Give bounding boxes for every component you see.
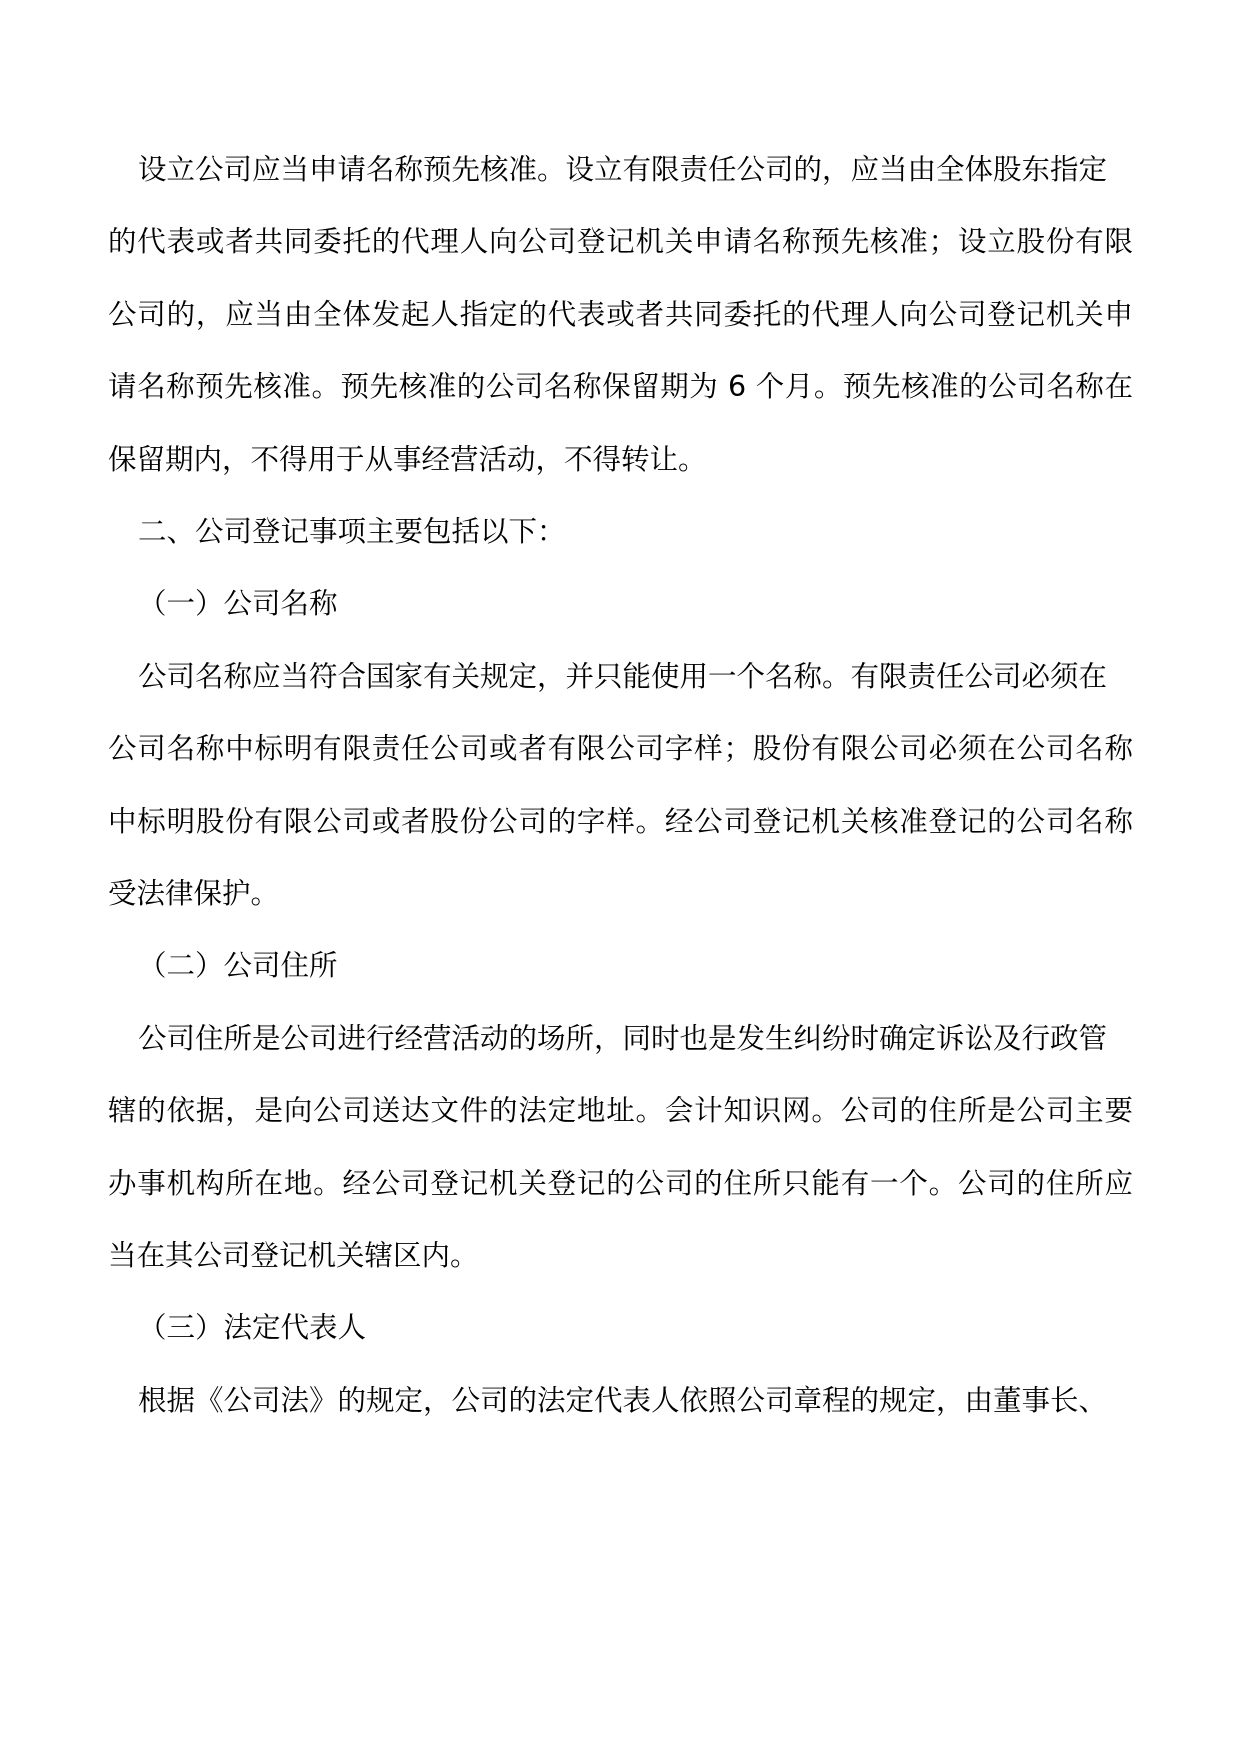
- item-1-line-2: 公司名称中标明有限责任公司或者有限公司字样；股份有限公司必须在公司名称: [108, 732, 1133, 765]
- paragraph-1-line-3: 公司的，应当由全体发起人指定的代表或者共同委托的代理人向公司登记机关申: [108, 298, 1133, 331]
- paragraph-1-line-4: 请名称预先核准。预先核准的公司名称保留期为 6 个月。预先核准的公司名称在: [108, 370, 1133, 403]
- item-2-line-1: 公司住所是公司进行经营活动的场所，同时也是发生纠纷时确定诉讼及行政管: [138, 1022, 1108, 1055]
- item-2-line-4: 当在其公司登记机关辖区内。: [108, 1239, 479, 1272]
- item-1-line-1: 公司名称应当符合国家有关规定，并只能使用一个名称。有限责任公司必须在: [138, 660, 1108, 693]
- item-3-heading: （三）法定代表人: [138, 1311, 367, 1344]
- item-2-heading: （二）公司住所: [138, 949, 338, 982]
- item-2-line-3: 办事机构所在地。经公司登记机关登记的公司的住所只能有一个。公司的住所应: [108, 1167, 1133, 1200]
- section-heading: 二、公司登记事项主要包括以下：: [138, 515, 566, 548]
- paragraph-1-line-1: 设立公司应当申请名称预先核准。设立有限责任公司的，应当由全体股东指定: [138, 153, 1108, 186]
- paragraph-1-line-5: 保留期内，不得用于从事经营活动，不得转让。: [108, 443, 707, 476]
- item-1-line-4: 受法律保护。: [108, 877, 280, 910]
- item-3-line-1: 根据《公司法》的规定，公司的法定代表人依照公司章程的规定，由董事长、: [138, 1384, 1108, 1417]
- paragraph-1-line-2: 的代表或者共同委托的代理人向公司登记机关申请名称预先核准；设立股份有限: [108, 225, 1133, 258]
- item-2-line-2: 辖的依据，是向公司送达文件的法定地址。会计知识网。公司的住所是公司主要: [108, 1094, 1133, 1127]
- item-1-heading: （一）公司名称: [138, 587, 338, 620]
- item-1-line-3: 中标明股份有限公司或者股份公司的字样。经公司登记机关核准登记的公司名称: [108, 805, 1133, 838]
